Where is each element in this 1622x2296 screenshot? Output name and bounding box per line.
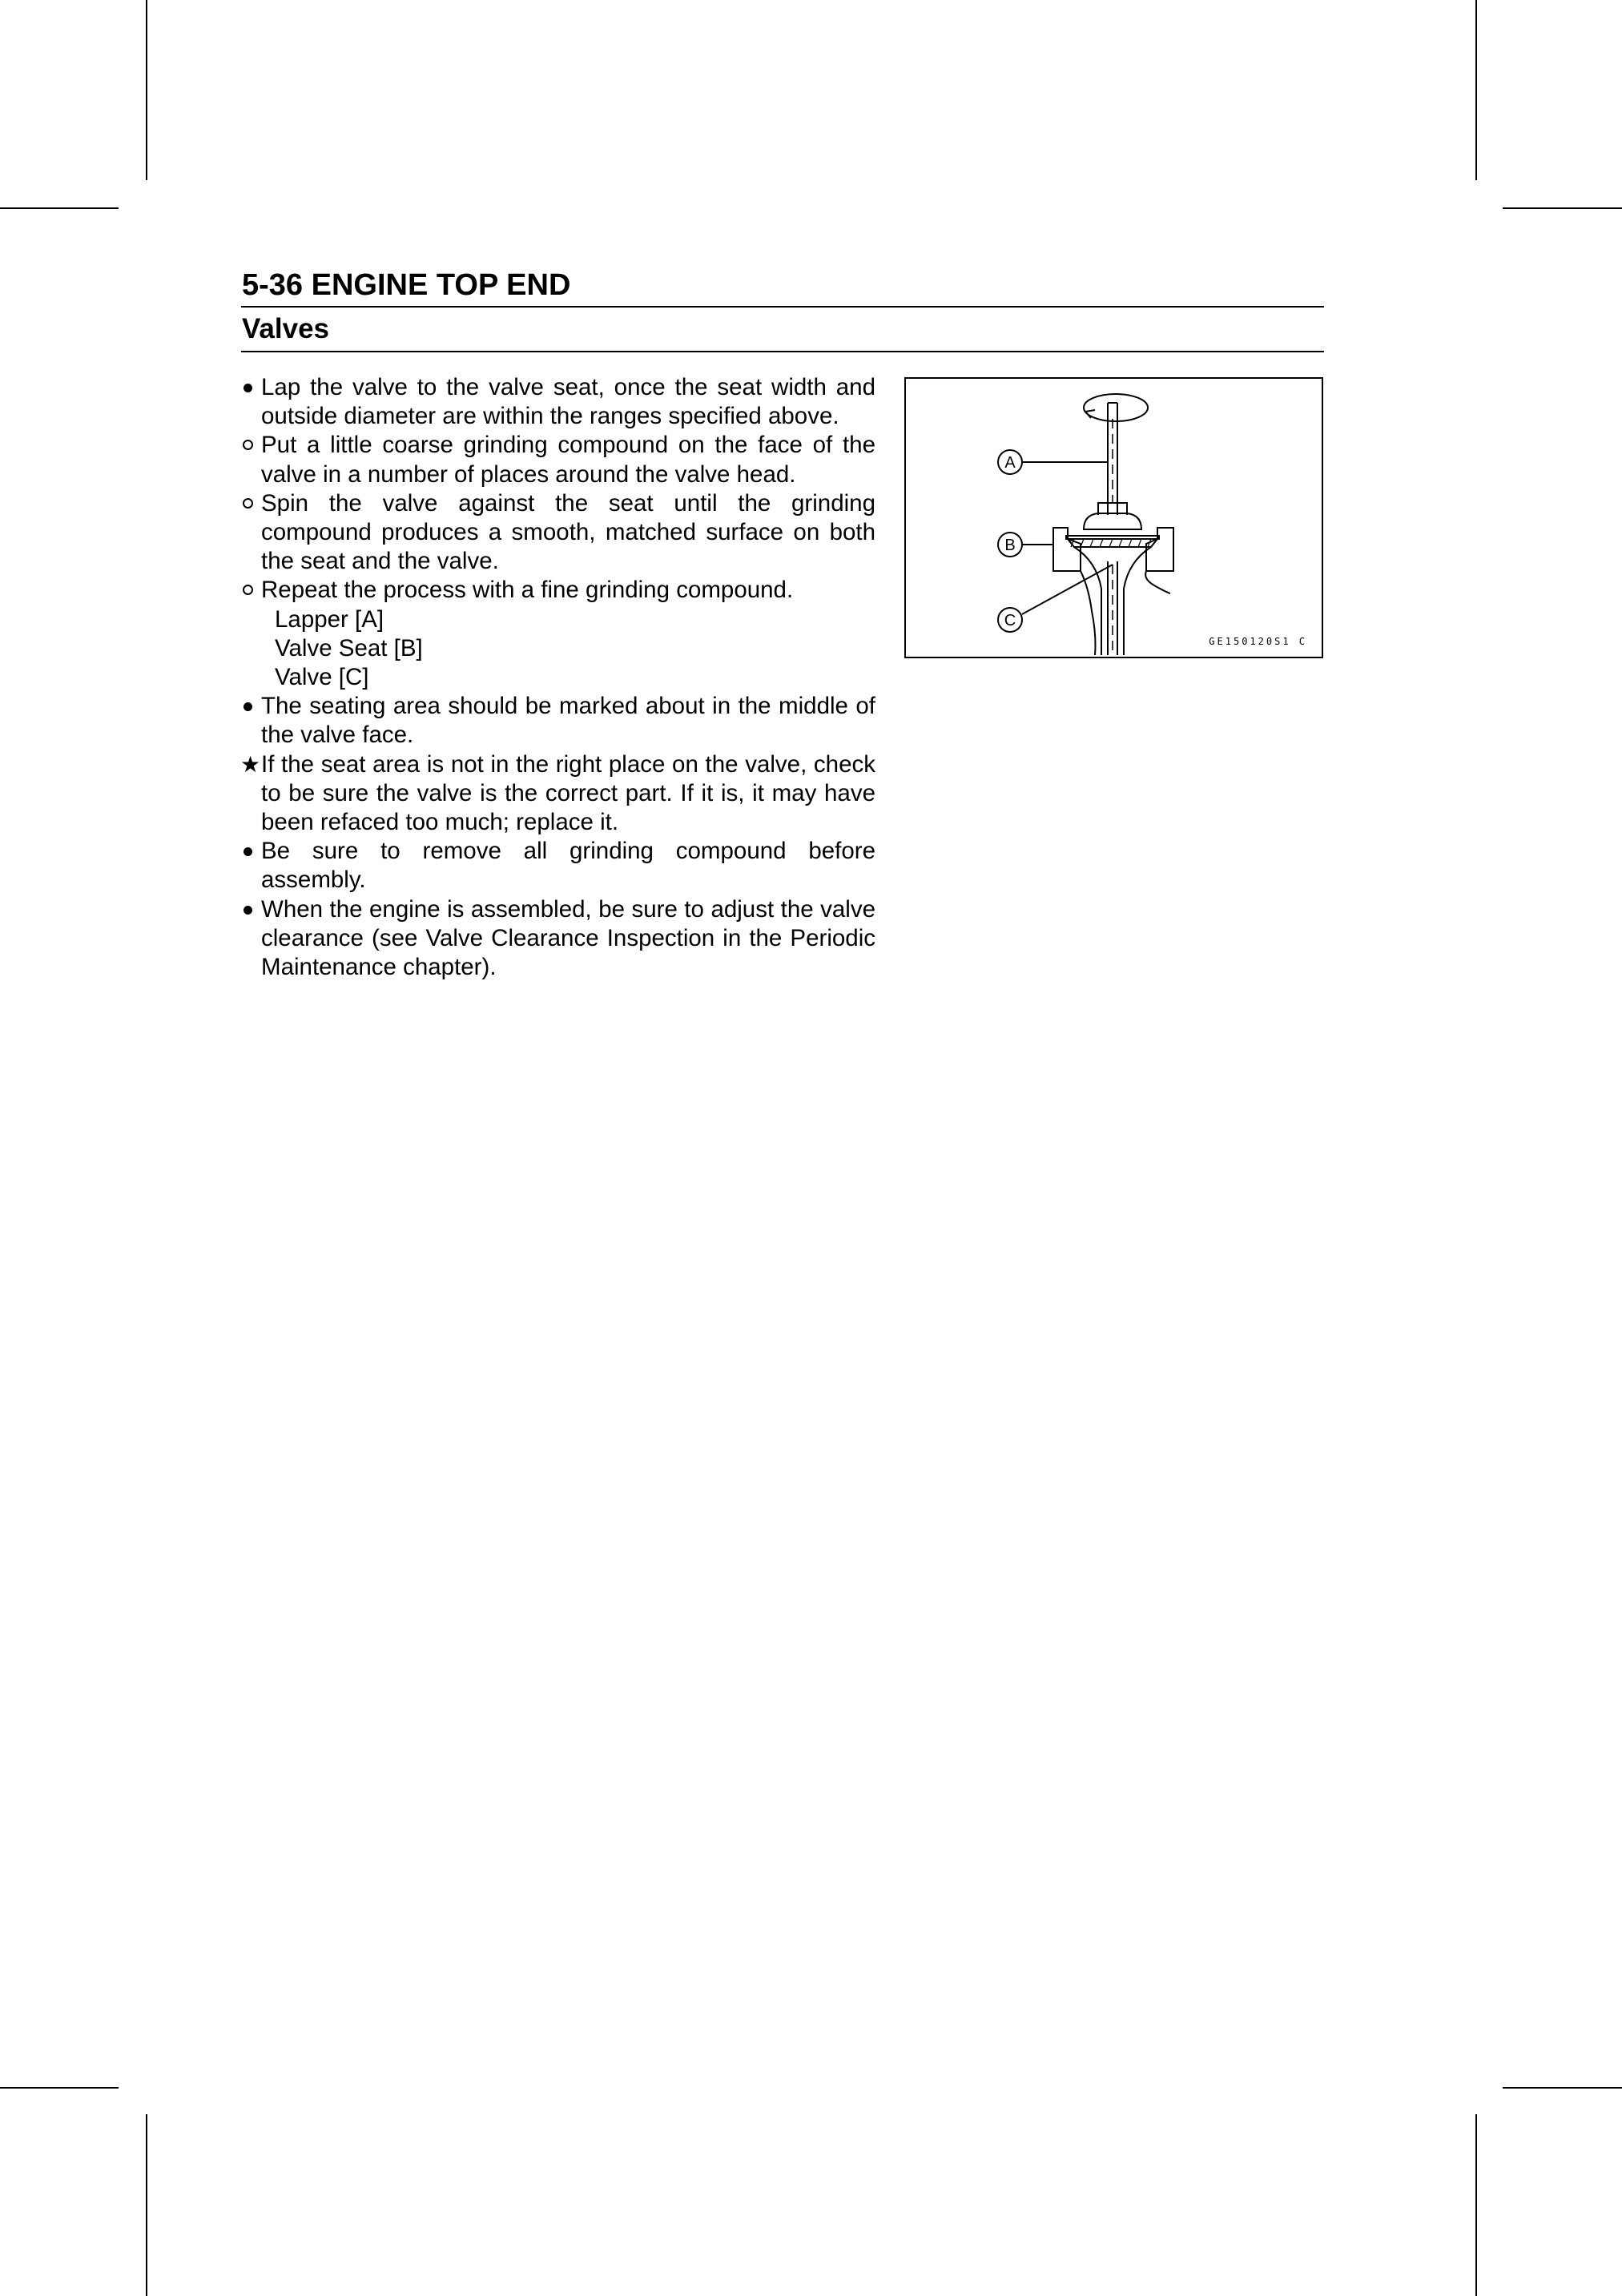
section-rule	[241, 351, 1324, 352]
step-text: Be sure to remove all grinding compound before assembly.	[261, 838, 875, 894]
callout-label: A	[1004, 454, 1016, 472]
section-title: Valves	[242, 313, 329, 344]
rotation-arrow	[1084, 394, 1148, 421]
step-text: Spin the valve against the seat until the grinding compound produces a smooth, matched surface on both the seat and the valve.	[261, 489, 875, 575]
list-item	[241, 837, 875, 895]
list-item	[241, 750, 875, 838]
step-text: The seating area should be marked about in the middle of the valve face.	[261, 693, 875, 749]
crop-mark	[0, 207, 119, 209]
list-item	[241, 373, 875, 431]
crop-mark	[0, 2087, 119, 2089]
step-text: Lap the valve to the valve seat, once the seat width and outside diameter are within the ranges specified above.	[261, 374, 875, 430]
crop-mark	[146, 0, 147, 180]
list-item	[241, 576, 875, 605]
valve-lapping-illustration	[906, 379, 1322, 657]
step-text: If the seat area is not in the right place on the valve, check to be sure the valve is the correct part. If it is, it may have been refaced too much; replace it.	[261, 750, 875, 836]
crop-mark	[1503, 207, 1622, 209]
step-text: When the engine is assembled, be sure to adjust the valve clearance (see Valve Clearance Inspection in the Periodic Maintenance chapter).	[261, 895, 875, 981]
callout-label: B	[1004, 537, 1016, 554]
step-text: Put a little coarse grinding compound on the face of the valve in a number of places around the valve head.	[261, 432, 875, 488]
list-item	[241, 692, 875, 750]
crop-mark	[1475, 0, 1477, 180]
procedure-text	[241, 373, 875, 982]
legend-item: Valve Seat [B]	[275, 634, 423, 661]
step-text: Repeat the process with a fine grinding compound.	[261, 577, 794, 604]
list-item	[241, 489, 875, 577]
crop-mark	[1475, 2114, 1477, 2296]
list-item	[241, 895, 875, 983]
crop-mark	[1503, 2087, 1622, 2089]
star-icon: ★	[240, 751, 261, 777]
legend-item: Lapper [A]	[275, 605, 384, 633]
page-header	[241, 264, 1324, 352]
legend-item: Valve [C]	[275, 664, 369, 691]
valve-lapping-figure	[904, 377, 1323, 658]
page-title: 5-36 ENGINE TOP END	[242, 268, 571, 302]
figure-code: GE150120S1 C	[1209, 636, 1307, 647]
crop-mark	[146, 2114, 147, 2296]
list-item	[241, 431, 875, 489]
callout-label: C	[1004, 612, 1016, 629]
